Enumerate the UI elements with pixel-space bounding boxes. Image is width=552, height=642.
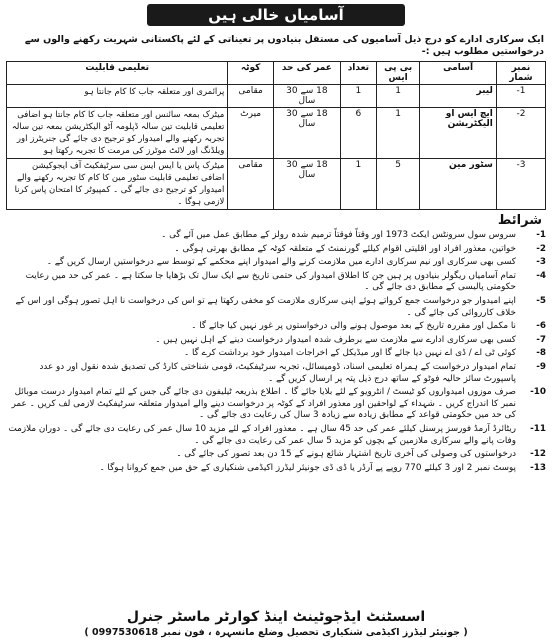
- condition-number: 5-: [536, 295, 546, 306]
- list-item: [6, 230, 546, 242]
- issuer-title: اسسٹنٹ ایڈجوٹینٹ اینڈ کوارٹر ماسٹر جنرل: [126, 609, 426, 625]
- condition-text: ریٹائرڈ آرمڈ فورسز پرسنل کیلئے عمر کی حد 45 سال ہے ۔ معذور افراد کے لئے مزید 10 سال عمر کی رعایت دی جائے گی ۔ دوران ملازمت وفات پانے والے سرکاری ملازمین کے بچوں کو مزید 5 سال عمر کی رعایت دی جائے گی ۔: [8, 423, 516, 446]
- list-item: [6, 335, 546, 347]
- condition-number: 8-: [536, 348, 546, 359]
- condition-text: کوئی ٹی اے / ڈی اے نہیں دیا جائے گا اور میڈیکل کے اخراجات امیدوار خود برداشت کرے گا ۔: [184, 348, 516, 359]
- row-quota: مقامی: [228, 85, 274, 108]
- conditions-heading: شرائط: [497, 213, 542, 228]
- table-row: [7, 159, 546, 210]
- col-count: تعداد: [340, 62, 376, 85]
- condition-text: سروس سول سرونٹس ایکٹ 1973 اور وقتاً فوقتاً ترمیم شدہ رولز کے مطابق عمل میں آئے گی ۔: [161, 230, 516, 240]
- condition-number: 2-: [536, 243, 546, 254]
- condition-number: 9-: [536, 361, 546, 372]
- list-item: [6, 463, 546, 475]
- row-age: 18 سے 30 سال: [273, 159, 340, 210]
- row-count: 1: [340, 159, 376, 210]
- row-post: سٹور مین: [420, 159, 497, 210]
- list-item: [6, 449, 546, 461]
- condition-number: 10-: [530, 387, 546, 398]
- list-item: [6, 387, 546, 422]
- row-serial: 1-: [496, 85, 545, 108]
- condition-number: 4-: [536, 270, 546, 281]
- col-post: آسامی: [420, 62, 497, 85]
- table-row: [7, 85, 546, 108]
- row-post: لیبر: [420, 85, 497, 108]
- footer: [0, 609, 552, 638]
- list-item: [6, 296, 546, 319]
- condition-number: 1-: [536, 230, 546, 240]
- condition-number: 11-: [530, 423, 546, 434]
- row-quota: مقامی: [228, 159, 274, 210]
- row-age: 18 سے 30 سال: [273, 85, 340, 108]
- list-item: [6, 348, 546, 360]
- condition-number: 7-: [536, 334, 546, 345]
- vacancies-table: [6, 61, 546, 210]
- row-qualification: میٹرک بمعہ سائنس اور متعلقہ جاب کا کام جانتا ہو اضافی تعلیمی قابلیت تین سالہ ڈپلومہ آٹو الیکٹریشن بمعہ تین سالہ تجربہ رکھنے والے امیدوار کو ترجیح دی جائے گی جنریٹرز اور ویلڈنگ اور لائٹ موٹرز کی مرمت کا تجربہ رکھتا ہو: [7, 108, 228, 159]
- row-bps: 1: [376, 85, 419, 108]
- condition-text: تمام امیدوار درخواست کے ہمراہ تعلیمی اسناد، ڈومیسائل، تجربہ سرٹیفکیٹ، قومی شناختی کارڈ کی تصدیق شدہ نقول اور دو عدد پاسپورٹ سائز حالیہ فوٹو کے ساتھ درج ذیل پتہ پر ارسال کریں گے ۔: [39, 361, 516, 384]
- row-count: 6: [340, 108, 376, 159]
- col-quota: کوٹہ: [228, 62, 274, 85]
- col-serial: نمبر شمار: [496, 62, 545, 85]
- col-bps: بی پی ایس: [376, 62, 419, 85]
- condition-text: کسی بھی سرکاری ادارے سے ملازمت سے برطرف شدہ امیدوار درخواست دینے کے اہل نہیں ہیں ۔: [155, 334, 516, 345]
- condition-text: نا مکمل اور مقررہ تاریخ کے بعد موصول ہونے والی درخواستوں پر غور نہیں کیا جائے گا ۔: [191, 321, 516, 332]
- condition-text: پوسٹ نمبر 2 اور 3 کیلئے 770 روپے پے آرڈر یا ڈی ڈی جونیئر لیڈرز اکیڈمی شنکیاری کے حق میں جمع کروانا ہوگا ۔: [99, 462, 516, 473]
- table-row: [7, 108, 546, 159]
- list-item: [6, 321, 546, 333]
- condition-text: کسی بھی سرکاری اور نیم سرکاری ادارے میں ملازمت کرنے والے امیدوار اپنے محکمے کے توسط سے درخواستیں ارسال کریں گے ۔: [46, 257, 516, 268]
- row-serial: 2-: [496, 108, 545, 159]
- row-count: 1: [340, 85, 376, 108]
- list-item: [6, 244, 546, 256]
- condition-number: 13-: [530, 462, 546, 473]
- issuer-address: ( جونیئر لیڈرز اکیڈمی شنکیاری تحصیل وضلع مانسہرہ ، فون نمبر 0997530618 ): [84, 627, 468, 638]
- row-bps: 5: [376, 159, 419, 210]
- conditions-list: [6, 230, 546, 474]
- condition-text: تمام آسامیاں ریگولر بنیادوں پر ہیں جن کا اطلاق امیدوار کی حتمی تاریخ سے ایک سال تک بڑھایا جا سکتا ہے ۔ عمر کی حد میں رعایت حکومتی پالیسی کے مطابق دی جائے گی ۔: [25, 270, 516, 293]
- list-item: [6, 424, 546, 447]
- page-title: آسامیاں خالی ہیں: [147, 4, 405, 26]
- row-age: 18 سے 30 سال: [273, 108, 340, 159]
- condition-text: خواتین، معذور افراد اور اقلیتی اقوام کیلئے گورنمنٹ کے متعلقہ کوٹہ کے مطابق بھرتی ہوگی ۔: [174, 243, 516, 254]
- col-age: عمر کی حد: [273, 62, 340, 85]
- list-item: [6, 271, 546, 294]
- row-post: ایچ ایس او الیکٹریشن: [420, 108, 497, 159]
- row-quota: میرٹ: [228, 108, 274, 159]
- condition-text: صرف موزوں امیدواروں کو ٹیسٹ / انٹرویو کے لئے بلایا جائے گا ۔ اطلاع بذریعہ ٹیلیفون دی جائے گی جس کے لئے تمام امیدوار درست موبائل نمبر کا اندراج کریں ۔ شہداء کے لواحقین اور معذور افراد کے کوٹہ پر درخواست دینے والے امیدوار متعلقہ سرٹیفکیٹ لازمی لف کریں ۔ عمر کی حد میں حکومتی قواعد کے مطابق زیادہ سے زیادہ 3 سال کی رعایت دی جائے گی ۔: [11, 387, 516, 421]
- condition-number: 3-: [536, 257, 546, 268]
- condition-number: 12-: [530, 449, 546, 460]
- col-qualification: تعلیمی قابلیت: [7, 62, 228, 85]
- condition-text: درخواستوں کی وصولی کی آخری تاریخ اشتہار شائع ہونے کے 15 دن بعد تصور کی جائے گی ۔: [176, 449, 516, 460]
- table-header-row: [7, 62, 546, 85]
- list-item: [6, 362, 546, 385]
- row-bps: 1: [376, 108, 419, 159]
- row-qualification: میٹرک پاس یا ایس ایس سی سرٹیفکیٹ آف ایجوکیشن اضافی تعلیمی قابلیت سٹور مین کا کام کا تجربہ رکھنے والے امیدوار کو ترجیح دی جائے گی ۔ کمپیوٹر کا امتحان پاس کرنا لازمی ہوگا ۔: [7, 159, 228, 210]
- intro-text: ایک سرکاری ادارے کو درج ذیل آسامیوں کی مستقل بنیادوں پر تعیناتی کے لئے پاکستانی شہریت رکھنے والوں سے درخواستیں مطلوب ہیں :-: [24, 34, 544, 57]
- row-serial: 3-: [496, 159, 545, 210]
- condition-text: اپنے امیدوار جو درخواست جمع کرواتے ہوئے اپنی سرکاری ملازمت کو مخفی رکھتا ہے تو اس کی درخواست نا اہل تصور ہوگی اور اس کے خلاف کارروائی کی جائے گی ۔: [15, 295, 516, 318]
- row-qualification: پرائمری اور متعلقہ جاب کا کام جانتا ہو: [7, 85, 228, 108]
- condition-number: 6-: [536, 321, 546, 332]
- list-item: [6, 257, 546, 269]
